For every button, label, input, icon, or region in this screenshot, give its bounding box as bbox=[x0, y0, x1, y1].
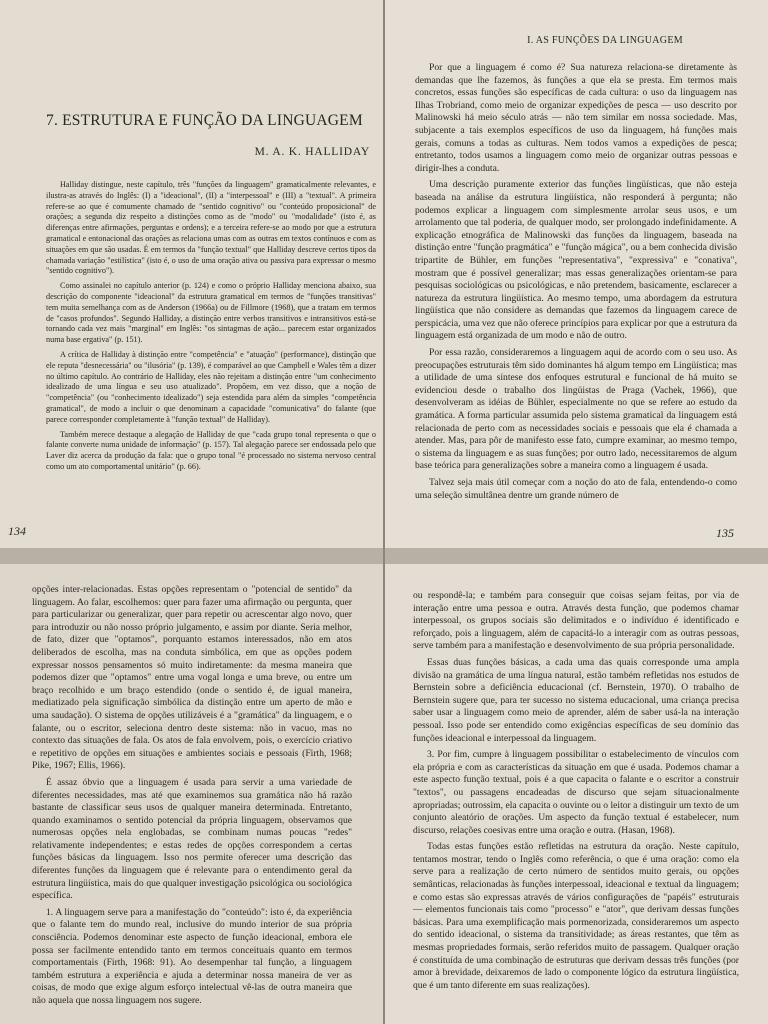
body-text bbox=[413, 590, 739, 996]
paragraph: Todas estas funções estão refletidas na estrutura da oração. Neste capítulo, tentamos mostrar, tendo o Inglês como referência, o que é uma oração: como ela serve para a realização de certo número de sentidos muito gerais, ou opções semânticas, relacionadas às funções interpessoal, ideacional e textual da linguagem; e como estas são expressas através de vários configurações de "papéis" estruturais — elementos funcionais tais como "processo" e "ator", que derivam dessas funções básicas. Para uma exemplificação mais pormenorizada, consideraremos um aspecto do sentido ideacional, o sistema da transitividade; as áreas restantes, que têm as mesmas propriedades formais, serão referidos muito de passagem. Qualquer oração é constituída de uma combinação de estruturas que derivam dessas três funções (por amor à brevidade, deixaremos de lado o componente lógico da estrutura lingüística, que é um tanto diferente em suas realizações). bbox=[413, 841, 739, 991]
page-number: 135 bbox=[716, 526, 734, 540]
paragraph: Uma descrição puramente exterior das funções lingüísticas, que não esteja baseada na análise da estrutura lingüística, não responderá à pergunta; não podemos explicar a linguagem com simplesmente arrolar seus usos, e um arrolamento que tal poderia, de qualquer modo, ser prolongado indefinidamente. A explicação etnográfica de Malinowski das funções da linguagem, baseada na distinção entre "função pragmática" e "função mágica", ou a bem conhecida divisão tripartite de Bühler, em funções "representativa", "expressiva" e "conativa", mostram que é possível generalizar; mas essas generalizações orientam-se para pesquisas sociológicas ou psicológicas, e não pretendem, basicamente, esclarecer a natureza da estrutura lingüística. Ao mesmo tempo, uma abordagem da estrutura lingüística que não considere as demandas que fazemos da linguagem carece de perspicácia, uma vez que não oferece princípios para explicar por que a estrutura da linguagem está organizada de um modo e não de outro. bbox=[415, 179, 737, 342]
chapter-title: 7. ESTRUTURA E FUNÇÃO DA LINGUAGEM bbox=[46, 112, 363, 129]
page-135 bbox=[385, 0, 768, 548]
page-134 bbox=[0, 0, 383, 548]
book-gutter bbox=[383, 0, 385, 1024]
paragraph: Halliday distingue, neste capítulo, três "funções da linguagem" gramaticalmente relevantes, e ilustra-as através do Inglês: (I) a "ideacional", (II) a "interpessoal" e (III) a "textual". A primeira refere-se ao que é comumente chamado de "sentido cognitivo" ou "conteúdo proposicional" de orações; a segunda diz respeito a distinções como as de "modo" ou "modalidade" (isto é, as diferenças entre afirmações, perguntas e ordens); e a terceira refere-se ao modo por que a estrutura gramatical e entonacional das orações as relaciona umas com as outras em textos contínuos e com as situações em que são usadas. É em termos da "função textual" que Halliday descreve certos tipos da chamada variação "estilística" (isto é, o uso de uma oração ativa ou passiva para expressar o mesmo "sentido cognitivo"). bbox=[46, 180, 376, 276]
paragraph: Por essa razão, consideraremos a linguagem aqui de acordo com o seu uso. As preocupações estruturais têm sido dominantes há algum tempo em Lingüística; mas a utilidade de uma síntese dos enfoques estrutural e funcional de há muito se evidenciou desde o trabalho dos lingüistas de Praga (Vachek, 1966), que desenvolveram as idéias de Bühler, especialmente no que se refere ao estudo da gramática. A forma particular assumida pelo sistema gramatical da linguagem está relacionada de perto com as necessidades sociais e pessoais que ela é chamada a atender. Mas, para pôr de manifesto esse fato, cumpre examinar, ao mesmo tempo, o sistema da linguagem e as suas funções; por outro lado, necessitaremos de algum base teórica para generalizações sobre a maneira como a linguagem é usada. bbox=[415, 347, 737, 472]
paragraph: 1. A linguagem serve para a manifestação do "conteúdo": isto é, da experiência que o falante tem do mundo real, inclusive do mundo interior de sua própria consciência. Podemos denominar este aspecto de função ideacional, embora ele possa ser facilmente entendido tanto em termos conceituais quanto em termos comportamentais (Firth, 1968: 91). Ao desempenhar tal função, a linguagem também estrutura a experiência e ajuda a determinar nossa maneira de ver as coisas, de modo que exige algum esforço intelectual vê-las de outra maneira que não aquela que nossa linguagem nos sugere. bbox=[32, 906, 352, 1006]
paragraph: Talvez seja mais útil começar com a noção do ato de fala, entendendo-o como uma seleção simultânea dentre um grande número de bbox=[415, 477, 737, 501]
page-136 bbox=[0, 564, 383, 1024]
paragraph: Também merece destaque a alegação de Halliday de que "cada grupo tonal representa o que o falante converte numa unidade de informação" (p. 157). Tal alegação parece ser endossada pelo que Laver diz acerca da produção da fala: que o grupo tonal "é processado no sistema nervoso central como um ato comportamental unitário" (p. 66). bbox=[46, 429, 376, 471]
author-name: M. A. K. HALLIDAY bbox=[254, 146, 370, 158]
paragraph: Essas duas funções básicas, a cada uma das quais corresponde uma ampla divisão na gramática de uma língua natural, estão também refletidas nos estudos de Bernstein sobre a deficiência educacional (cf. Bernstein, 1970). O trabalho de Bernstein sugere que, para ter sucesso no sistema educacional, uma criança precisa saber usar a linguagem como meio de aprender, além de saber usá-la na interação pessoal. Isso pode ser entendido como exigências específicas de seu domínio das funções ideacional e interpessoal da linguagem. bbox=[413, 656, 739, 744]
paragraph: 3. Por fim, cumpre à linguagem possibilitar o estabelecimento de vínculos com ela própria e com as características da situação em que é usada. Podemos chamar a este aspecto função textual, pois é a que capacita o falante e o escritor a construir "textos", ou passagens encadeadas de discurso que sejam situacionalmente apropriadas; outrossim, ela capacita o ouvinte ou o leitor a distinguir um texto de um conjunto aleatório de orações. Um aspecto da função textual é estabelecer, num discurso, relações coesivas entre uma oração e outra. (Hasan, 1968). bbox=[413, 749, 739, 836]
paragraph: É assaz óbvio que a linguagem é usada para servir a uma variedade de diferentes necessidades, mas até que examinemos sua gramática não há razão bastante de classificar seus usos de qualquer maneira determinada. Entretanto, quando examinamos o sentido potencial da própria linguagem, observamos que numerosas opções nela englobadas, se combinam numas poucas "redes" relativamente independentes; e estas redes de opções correspondem a certas funções básicas da linguagem. Isso nos permite oferecer uma descrição das diferentes funções da linguagem que é relevante para o entendimento geral da estrutura lingüística, mais do que qualquer investigação psicológica ou sociológica específica. bbox=[32, 776, 352, 902]
page-number: 134 bbox=[8, 524, 26, 538]
paragraph: A crítica de Halliday à distinção entre "competência" e "atuação" (performance), distinção que ele reputa "desnecessária" ou "ilusória" (p. 139), é comparável ao que Campbell e Wales têm a dizer no último capítulo. Ao contrário de Halliday, eles não rejeitam a distinção entre "um conhecimento idealizado de uma língua e seu uso atualizado". Propõem, em vez disso, que a noção de "competência" (ou "conhecimento idealizado") seja estendida para além da simples "competência gramatical", de modo a incluir o que denominam a capacidade "comunicativa" do falante (que parece corresponder completamente à "função textual" de Halliday). bbox=[46, 349, 376, 424]
section-heading: I. AS FUNÇÕES DA LINGUAGEM bbox=[527, 35, 683, 46]
paragraph: opções inter-relacionadas. Estas opções representam o "potencial de sentido" da linguagem. Ao falar, escolhemos: quer para fazer uma afirmação ou pergunta, quer para particularizar ou generalizar, quer para repetir ou acrescentar algo novo, quer para introduzir ou não nosso próprio julgamento, e assim por diante. Seria melhor, de fato, dizer que "optamos", porquanto estamos interessados, não em atos deliberados de escolha, mas na conduta simbólica, em que as opções podem expressar nossos pensamentos só muito indiretamente: da mesma maneira que podemos dizer que "optamos" entre uma vogal longa e uma breve, ou entre um braço recolhido e um braço estendido (onde o sentido é, de igual maneira, mediatizado pela significação simbólica da distinção entre um aperto de mão e uma saudação). O sistema de opções utilizáveis é a "gramática" da linguagem, e o falante, ou o escritor, seleciona dentro deste sistema: não in vacuo, mas no contexto das situações de fala. Os atos de fala envolvem, pois, o exercício criativo e repetitivo de opções em situações e ambientes sociais e pessoais (Firth, 1968; Pike, 1967; Ellis, 1966). bbox=[32, 584, 352, 772]
paragraph: Por que a linguagem é como é? Sua natureza relaciona-se diretamente às demandas que lhe fazemos, às funções a que ela se presta. Em termos mais concretos, essas funções são específicas de cada cultura: o uso da linguagem nas Ilhas Trobriand, como meio de organizar expedições de pesca — uso descrito por Malinowski há meio século atrás — não tem similar em nossa sociedade. Mas, subjacente a tais exemplos específicos de uso da linguagem, há funções mais gerais, comuns a todas as culturas. Nem todos vamos a expedições de pesca; entretanto, todos usamos a linguagem como meio de organizar outras pessoas e dirigir-lhes a conduta. bbox=[415, 62, 737, 174]
page-137 bbox=[385, 564, 768, 1024]
chapter-introduction bbox=[46, 180, 376, 477]
body-text bbox=[415, 62, 737, 506]
paragraph: Como assinalei no capítulo anterior (p. 124) e como o próprio Halliday menciona abaixo, sua descrição do componente "ideacional" da estrutura gramatical em termos de "funções transitivas" tem muita semelhança com as de Anderson (1966a) ou de Fillmore (1968), que a tratam em termos de "casos profundos". Segundo Halliday, a distinção entre verbos transitivos e intransitivos está-se tornando cada vez mais "marginal" em Inglês: "os sintagmas de ação... parecem estar organizados numa base ergativa" (p. 151). bbox=[46, 281, 376, 345]
paragraph: ou respondê-la; e também para conseguir que coisas sejam feitas, por via de interação entre uma pessoa e outra. Através desta função, que podemos chamar interpessoal, os grupos sociais são delimitados e o indivíduo é identificado e reforçado, pois a linguagem, além de capacitá-lo a interagir com as outras pessoas, serve também para a manifestação e desenvolvimento de sua própria personalidade. bbox=[413, 590, 739, 652]
body-text bbox=[32, 584, 352, 1012]
